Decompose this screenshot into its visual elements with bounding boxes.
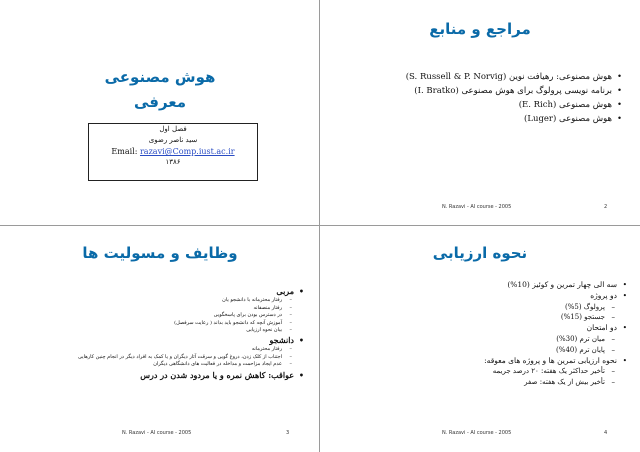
list-item: • دانشجو xyxy=(14,335,304,346)
list-item: – رفتار منصفانه xyxy=(14,305,304,313)
slide-1-subtitle: معرفی xyxy=(133,93,187,111)
email-line xyxy=(89,146,257,157)
list-item: • عواقب: کاهش نمره و یا مردود شدن در درس xyxy=(14,369,304,381)
page-number: 2 xyxy=(604,204,608,210)
page-number: 3 xyxy=(286,430,290,436)
slide-1 xyxy=(0,0,319,225)
slide-2-title: مراجع و منابع xyxy=(429,20,531,38)
list-item: • دو امتحان xyxy=(342,323,627,334)
slide-3-title: وظایف و مسولیت ها xyxy=(82,244,238,262)
author-name: سید ناصر رضوی xyxy=(148,136,198,144)
list-item: – عدم ایجاد مزاحمت و مداخله در فعالیت های دانشگاهی دیگران xyxy=(14,361,304,369)
list-item: • سه الی چهار تمرین و کوئیز (10%) xyxy=(342,280,627,291)
list-item: • هوش مصنوعی (E. Rich) xyxy=(342,98,622,112)
list-item: – تأخیر حداکثر یک هفته: ۲۰ درصد جریمه xyxy=(342,366,627,377)
list-item: – در دسترس بودن برای پاسخگویی xyxy=(14,312,304,320)
slide-4 xyxy=(320,226,639,451)
list-item: – پایان ترم (40%) xyxy=(342,345,627,356)
chapter-label: فصل اول xyxy=(159,125,187,133)
list-item: – رفتار محترمانه با دانشجو یان xyxy=(14,297,304,305)
list-item: – میان ترم (30%) xyxy=(342,334,627,345)
list-item: – رفتار محترمانه xyxy=(14,346,304,354)
list-item: • نحوه ارزیابی تمرین ها و پروژه های معوقه: xyxy=(342,356,627,367)
list-item: • دو پروژه xyxy=(342,291,627,302)
list-item: – اجتناب از کلک زدن، دروغ گویی و سرقت آثار دیگران و یا کمک به افراد دیگر در انجام چنین کارهایی xyxy=(14,354,304,362)
list-item: – تأخیر بیش از یک هفته: صفر xyxy=(342,377,627,388)
slide-footer: N. Razavi - AI course - 2005 xyxy=(122,430,192,436)
year-label: ۱۳۸۶ xyxy=(165,158,181,166)
email-link[interactable]: razavi@Comp.iust.ac.ir xyxy=(139,147,235,156)
email-label: Email: xyxy=(111,147,138,156)
list-item: – جستجو (15%) xyxy=(342,312,627,323)
slide-1-title: هوش مصنوعی xyxy=(104,68,216,86)
list-item: • مربی xyxy=(14,286,304,297)
list-item: – آموزش آنچه که دانشجو باید بداند ( رعایت سرفصل) xyxy=(14,320,304,328)
list-item: • هوش مصنوعی (Luger) xyxy=(342,112,622,126)
duties-list xyxy=(14,286,304,381)
list-item: – بیان نحوه ارزیابی xyxy=(14,327,304,335)
slide-footer: N. Razavi - AI course - 2005 xyxy=(442,204,512,210)
references-list xyxy=(342,70,622,126)
author-info-box xyxy=(88,123,258,181)
slide-2 xyxy=(320,0,639,225)
page-number: 4 xyxy=(604,430,608,436)
slide-footer: N. Razavi - AI course - 2005 xyxy=(442,430,512,436)
list-item: • برنامه نویسی پرولوگ برای هوش مصنوعی (I. Bratko) xyxy=(342,84,622,98)
list-item: • هوش مصنوعی: رهیافت نوین (S. Russell & P. Norvig) xyxy=(342,70,622,84)
list-item: – پرولوگ (5%) xyxy=(342,302,627,313)
slide-3 xyxy=(0,226,319,451)
evaluation-list xyxy=(342,280,627,388)
slide-4-title: نحوه ارزیابی xyxy=(432,244,528,262)
